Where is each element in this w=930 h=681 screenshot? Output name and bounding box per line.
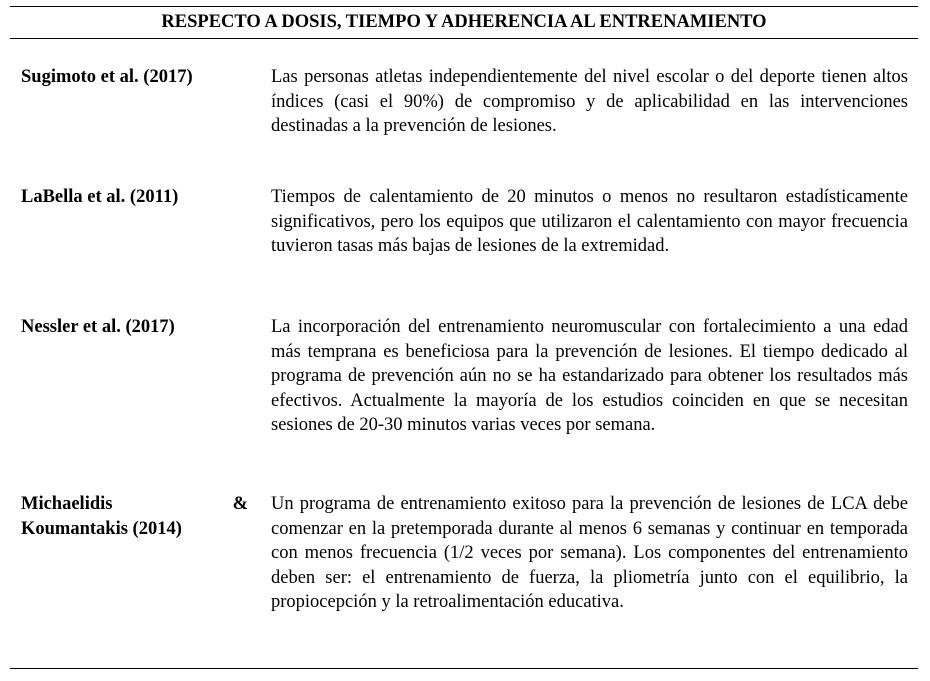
table-title: RESPECTO A DOSIS, TIEMPO Y ADHERENCIA AL ENTRENAMIENTO [161, 12, 767, 32]
table-top-rule [10, 6, 918, 7]
row-author: Sugimoto et al. (2017) [21, 67, 193, 87]
table-bottom-rule [10, 668, 918, 669]
row-author: Nessler et al. (2017) [21, 317, 175, 337]
row-author-line-1: Michaelidis & [21, 494, 248, 514]
row-author [21, 492, 248, 541]
table-header-rule [10, 38, 918, 39]
row-description: La incorporación del entrenamiento neuromuscular con fortalecimiento a una edad más temprana es beneficiosa para la prevención de lesiones. El tiempo dedicado al programa de prevención aún no se ha estandarizado para obtener los resultados más efectivos. Actualmente la mayoría de los estudios coinciden en que se necesitan sesiones de 20-30 minutos varias veces por semana. [271, 317, 908, 435]
row-description: Un programa de entrenamiento exitoso para la prevención de lesiones de LCA debe comenzar en la pretemporada durante al menos 6 semanas y continuar en temporada con menos frecuencia (1/2 veces por semana). Los componentes del entrenamiento deben ser: el entrenamiento de fuerza, la pliometría junto con el equilibrio, la propiocepción y la retroalimentación educativa. [271, 494, 908, 612]
row-description: Tiempos de calentamiento de 20 minutos o menos no resultaron estadísticamente significativos, pero los equipos que utilizaron el calentamiento con mayor frecuencia tuvieron tasas más bajas de lesiones de la extremidad. [271, 187, 908, 256]
row-author: LaBella et al. (2011) [21, 187, 179, 207]
row-author-line-2: Koumantakis (2014) [21, 518, 182, 539]
row-description: Las personas atletas independientemente del nivel escolar o del deporte tienen altos índices (casi el 90%) de compromiso y de aplicabilidad en las intervenciones destinadas a la prevención de lesiones. [271, 67, 908, 136]
